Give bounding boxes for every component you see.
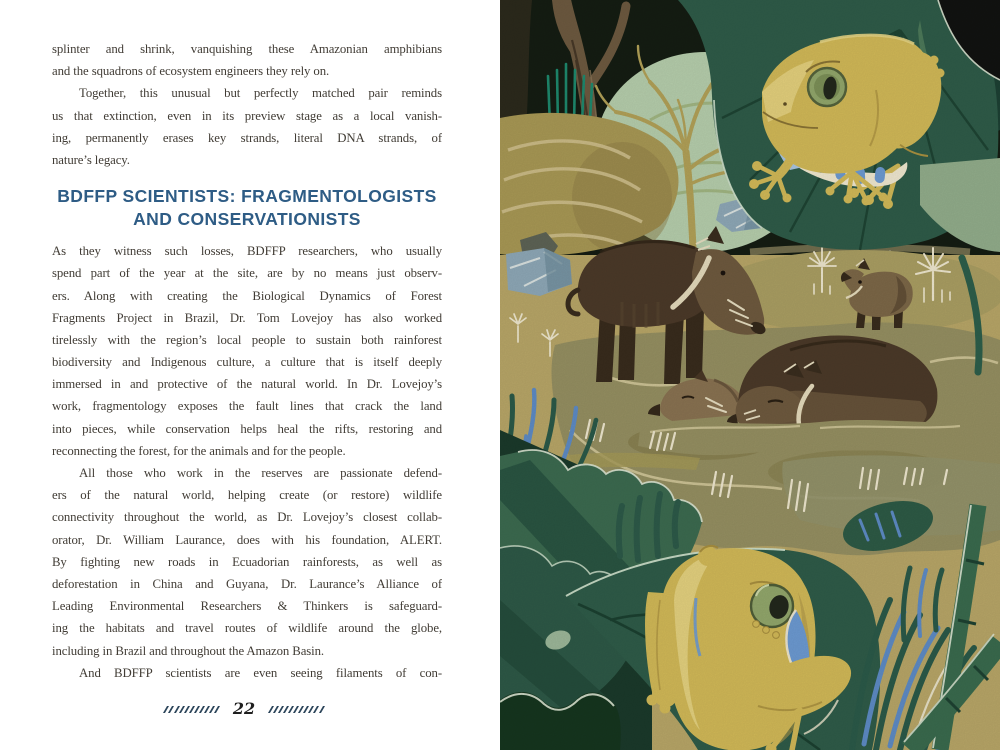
body-line: including in Brazil and throughout the Amazon Basin. bbox=[52, 643, 325, 658]
body-line: ers. Along with creating the Biological Dynamics of Forest bbox=[52, 288, 442, 303]
footer-dash bbox=[214, 706, 220, 713]
body-line: work, fragmentology exposes the fault lines that crack the land bbox=[52, 399, 442, 414]
body-line: biodiversity and Indigenous culture, a culture that is itself deeply bbox=[52, 355, 442, 370]
body-line: us that extinction, even in its preview stage as a local vanish- bbox=[52, 108, 442, 123]
page-footer bbox=[0, 700, 488, 719]
body-line: All those who work in the reserves are passionate defend- bbox=[79, 466, 442, 480]
footer-dash bbox=[319, 706, 325, 713]
body-line: into pieces, while conservation helps heal the rifts, restoring and bbox=[52, 421, 442, 436]
body-line: nature’s legacy. bbox=[52, 152, 130, 167]
body-line: splinter and shrink, vanquishing these Amazonian amphibians bbox=[52, 42, 442, 56]
body-line: orator, Dr. William Laurance, does with his foundation, ALERT. bbox=[52, 532, 442, 547]
section-heading: BDFFP SCIENTISTS: FRAGMENTOLOGISTS AND CONSERVATIONISTS bbox=[57, 186, 437, 230]
body-line: spend part of the year at the site, are by no means just observ- bbox=[52, 266, 442, 281]
body-line: As they witness such losses, BDFFP researchers, who usually bbox=[52, 244, 442, 259]
body-line: ers of the natural world, helping create (or restore) wildlife bbox=[52, 488, 442, 503]
body-line: deforestation in China and Guyana, Dr. Laurance’s Alliance of bbox=[52, 576, 442, 591]
body-line: Together, this unusual but perfectly matched pair reminds bbox=[79, 86, 442, 101]
right-page bbox=[500, 0, 1000, 750]
body-line: connectivity throughout the world, as Dr. Lovejoy’s closest collab- bbox=[52, 510, 442, 525]
body-line: ing, permanently erases key strands, literal DNA strands, of bbox=[52, 130, 442, 145]
grain-texture bbox=[500, 0, 1000, 750]
body-line: ing the habitats and travel routes of wildlife around the globe, bbox=[52, 621, 442, 636]
body-line: By fighting new roads in Ecuadorian rainforests, as well as bbox=[52, 554, 442, 569]
footer-dashes-right bbox=[268, 706, 324, 713]
body-line: And BDFFP scientists are even seeing filaments of con- bbox=[79, 665, 442, 680]
page-number: 22 bbox=[232, 699, 256, 718]
body-line: tirelessly with the region’s local people to sustain both rainforest bbox=[52, 332, 442, 347]
rainforest-illustration bbox=[500, 0, 1000, 750]
left-page-text bbox=[52, 38, 442, 684]
body-line: reconnecting the forest, for the animals and for the people. bbox=[52, 443, 346, 458]
body-line: Fragments Project in Brazil, Dr. Tom Lovejoy has also worked bbox=[52, 310, 442, 325]
footer-dashes-left bbox=[164, 706, 220, 713]
body-line: immersed in and protective of the natural world. In Dr. Lovejoy’s bbox=[52, 377, 442, 392]
body-line: Leading Environmental Researchers & Thinkers is safeguard- bbox=[52, 599, 442, 614]
body-line: and the squadrons of ecosystem engineers they rely on. bbox=[52, 64, 330, 79]
